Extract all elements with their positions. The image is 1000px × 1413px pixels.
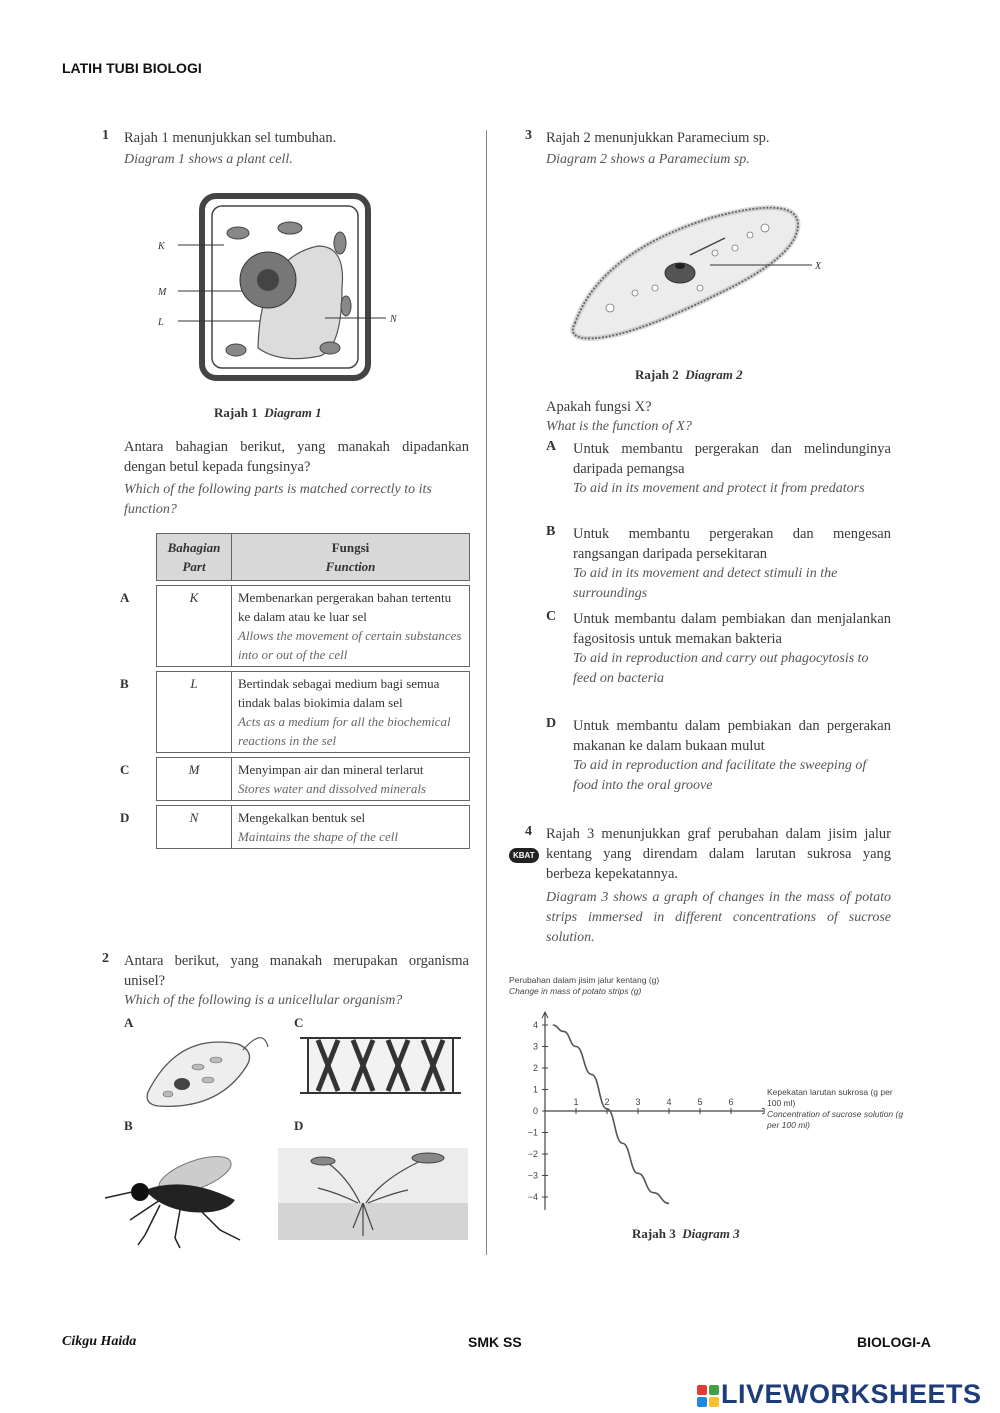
- q3-stem-ms: Rajah 2 menunjukkan Paramecium sp.: [546, 130, 770, 146]
- q1-option-d[interactable]: [100, 806, 470, 849]
- y-tick-label: −3: [527, 1170, 538, 1181]
- caption-ms: Rajah 1: [214, 405, 258, 420]
- y-tick-label: −2: [527, 1149, 538, 1159]
- q1-number: 1: [102, 128, 109, 143]
- q3-stem-en: Diagram 2 shows a Paramecium sp.: [546, 152, 750, 167]
- page-header: LATIH TUBI BIOLOGI: [62, 60, 202, 76]
- y-tick-label: 4: [532, 1020, 538, 1030]
- footer-school: SMK SS: [468, 1334, 522, 1350]
- q2-option-b-letter: B: [124, 1118, 133, 1133]
- chloroplast: [226, 344, 246, 356]
- paramecium-diagram: [560, 193, 840, 353]
- function-ms: Membenarkan pergerakan bahan tertentu ke dalam atau ke luar sel: [238, 590, 452, 624]
- liveworksheets-watermark[interactable]: [697, 1379, 982, 1410]
- q2-number: 2: [102, 951, 109, 966]
- liveworksheets-logo-icon: [697, 1385, 719, 1407]
- option-text-en: To aid in reproduction and facilitate the sweeping of food into the oral groove: [573, 758, 867, 793]
- header-part-en: Part: [182, 559, 206, 574]
- q4-stem-ms: Rajah 3 menunjukkan graf perubahan dalam jisim jalur kentang yang direndam dalam larutan sukrosa yang berbeza kepekatannya.: [546, 826, 891, 882]
- q2-question-ms: Antara berikut, yang manakah merupakan organisma unisel?: [124, 953, 469, 989]
- xlabel-ms: Kepekatan larutan sukrosa (g per 100 ml): [767, 1087, 893, 1108]
- function-en: Stores water and dissolved minerals: [238, 781, 427, 796]
- caption-en: Diagram 2: [685, 367, 743, 382]
- diagram-2-caption: [635, 367, 743, 383]
- q1-question-en: Which of the following parts is matched correctly to its function?: [124, 482, 432, 517]
- option-text-en: To aid in reproduction and carry out phagocytosis to feed on bacteria: [573, 651, 869, 686]
- diagram-1-caption: [214, 405, 322, 421]
- label-m: M: [158, 287, 167, 298]
- function-en: Maintains the shape of the cell: [238, 829, 398, 844]
- label-l: L: [158, 317, 164, 328]
- option-part: N: [157, 806, 232, 849]
- option-part: L: [157, 672, 232, 753]
- chloroplast: [227, 227, 249, 239]
- option-function: [232, 672, 470, 753]
- option-letter: D: [546, 716, 557, 731]
- option-letter: A: [120, 589, 130, 605]
- q3-option-b[interactable]: [546, 524, 891, 604]
- diagram-3-caption: [632, 1226, 740, 1242]
- series-line-mass-change: [553, 1025, 672, 1203]
- graph-ylabel: [509, 975, 659, 997]
- x-tick-label: 6: [728, 1097, 734, 1107]
- function-ms: Bertindak sebagai medium bagi semua tindak balas biokimia dalam sel: [238, 676, 440, 710]
- option-part: K: [157, 586, 232, 667]
- column-divider: [486, 130, 487, 1255]
- q1-options-table: [100, 533, 470, 849]
- option-function: [232, 758, 470, 801]
- footer-teacher: Cikgu Haida: [62, 1334, 137, 1349]
- q2-option-c-spirogyra[interactable]: [298, 1028, 463, 1103]
- option-letter: C: [120, 761, 130, 777]
- label-n: N: [390, 314, 397, 325]
- header-part-ms: Bahagian: [167, 540, 221, 555]
- q2-option-a-euglena[interactable]: [138, 1022, 273, 1112]
- kbat-badge: KBAT: [509, 848, 539, 863]
- y-tick-label: 3: [532, 1041, 538, 1052]
- q2-option-d-letter: D: [294, 1118, 304, 1133]
- chloroplast: [341, 296, 351, 316]
- q2-option-b-mosquito[interactable]: [100, 1130, 265, 1250]
- q2-option-d-moss[interactable]: [278, 1148, 468, 1240]
- caption-en: Diagram 3: [682, 1226, 740, 1241]
- y-tick-label: −1: [527, 1127, 538, 1138]
- chloroplast: [320, 342, 340, 354]
- q3-option-a[interactable]: [546, 439, 891, 499]
- q2-option-c-letter: C: [294, 1015, 304, 1030]
- caption-en: Diagram 1: [264, 405, 322, 420]
- option-text-ms: Untuk membantu pergerakan dan melindunginya daripada pemangsa: [573, 441, 891, 477]
- caption-ms: Rajah 3: [632, 1226, 676, 1241]
- nucleolus: [257, 269, 279, 291]
- q3-number: 3: [525, 128, 532, 143]
- potato-mass-graph: [515, 1000, 765, 1220]
- option-letter: C: [546, 609, 557, 624]
- q1-stem-en: Diagram 1 shows a plant cell.: [124, 152, 293, 167]
- x-tick-label: 1: [573, 1097, 579, 1107]
- ylabel-en: Change in mass of potato strips (g): [509, 986, 642, 996]
- table-header-function: [232, 534, 470, 581]
- x-tick-label: 5: [697, 1097, 703, 1107]
- q4-stem-en: Diagram 3 shows a graph of changes in the mass of potato strips immersed in different concentrations of sucrose solution.: [546, 890, 891, 945]
- watermark-text: LIVEWORKSHEETS: [721, 1379, 982, 1409]
- y-tick-label: 2: [532, 1063, 538, 1073]
- option-function: [232, 806, 470, 849]
- plant-cell-diagram: [150, 188, 410, 398]
- q3-question-en: What is the function of X?: [546, 419, 692, 434]
- option-letter: A: [546, 439, 557, 454]
- q1-question-ms: Antara bahagian berikut, yang manakah dipadankan dengan betul kepada fungsinya?: [124, 439, 469, 475]
- function-ms: Mengekalkan bentuk sel: [238, 810, 366, 825]
- q2-question-en: Which of the following is a unicellular organism?: [124, 993, 403, 1008]
- x-tick-label: 2: [604, 1097, 610, 1107]
- q1-option-a[interactable]: [100, 586, 470, 667]
- option-text-ms: Untuk membantu dalam pembiakan dan menjalankan fagositosis untuk memakan bakteria: [573, 611, 891, 647]
- q1-option-b[interactable]: [100, 672, 470, 753]
- x-tick-label: 4: [666, 1097, 672, 1107]
- option-letter: B: [120, 675, 129, 691]
- q1-option-c[interactable]: [100, 758, 470, 801]
- xlabel-en: Concentration of sucrose solution (g per 100 ml): [767, 1109, 904, 1130]
- q2-option-a-letter: A: [124, 1015, 134, 1030]
- ylabel-ms: Perubahan dalam jisim jalur kentang (g): [509, 975, 660, 985]
- q1-stem-ms: Rajah 1 menunjukkan sel tumbuhan.: [124, 130, 337, 146]
- option-text-en: To aid in its movement and protect it from predators: [573, 481, 865, 496]
- chloroplast: [278, 222, 302, 234]
- x-tick-label: 3: [635, 1097, 641, 1107]
- y-tick-label: 0: [532, 1106, 538, 1116]
- option-letter: B: [546, 524, 556, 539]
- header-func-ms: Fungsi: [331, 540, 370, 555]
- y-tick-label: −4: [527, 1192, 538, 1202]
- q3-question-ms: Apakah fungsi X?: [546, 399, 652, 415]
- header-func-en: Function: [325, 559, 376, 574]
- y-tick-label: 1: [532, 1084, 538, 1095]
- option-text-ms: Untuk membantu dalam pembiakan dan pergerakan makanan ke dalam bukaan mulut: [573, 718, 891, 754]
- option-text-ms: Untuk membantu pergerakan dan mengesan rangsangan daripada persekitaran: [573, 526, 891, 562]
- graph-xlabel: [767, 1087, 907, 1131]
- label-k: K: [158, 241, 165, 252]
- footer-subject: BIOLOGI-A: [857, 1334, 931, 1350]
- q4-number: 4: [525, 824, 532, 839]
- function-en: Acts as a medium for all the biochemical reactions in the sel: [238, 714, 451, 748]
- option-text-en: To aid in its movement and detect stimuli in the surroundings: [573, 566, 838, 601]
- caption-ms: Rajah 2: [635, 367, 679, 382]
- function-ms: Menyimpan air dan mineral terlarut: [238, 762, 424, 777]
- table-header-part: [157, 534, 232, 581]
- option-function: [232, 586, 470, 667]
- label-x: X: [815, 261, 822, 272]
- q3-option-d[interactable]: [546, 716, 891, 796]
- option-letter: D: [120, 809, 130, 825]
- option-part: M: [157, 758, 232, 801]
- function-en: Allows the movement of certain substances into or out of the cell: [238, 628, 462, 662]
- chloroplast: [334, 232, 346, 254]
- q3-option-c[interactable]: [546, 609, 891, 689]
